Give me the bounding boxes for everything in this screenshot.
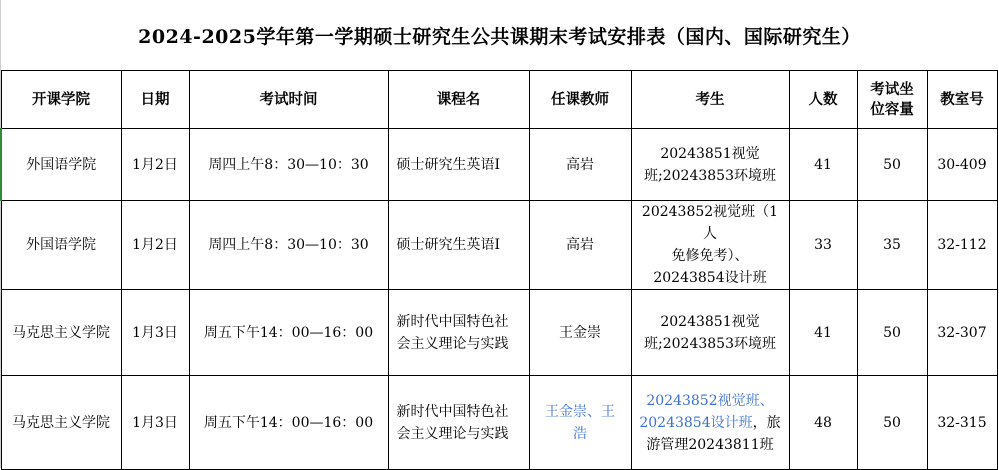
page-title: 2024-2025学年第一学期硕士研究生公共课期末考试安排表（国内、国际研究生） (138, 25, 861, 48)
header-course: 课程名 (388, 71, 529, 129)
students-line1: 20243851视觉 (660, 145, 760, 162)
students-line3: 20243854设计班 (653, 270, 767, 286)
header-count: 人数 (789, 71, 857, 129)
header-capacity-line2: 位容量 (870, 100, 914, 118)
header-capacity-line1: 考试坐 (870, 80, 914, 98)
students-line1: 20243852视觉班（1人 (641, 204, 779, 242)
header-students: 考生 (631, 71, 789, 129)
table-header-row (1, 71, 997, 129)
cell-course: 硕士研究生英语Ⅰ (388, 129, 529, 201)
cell-count: 33 (789, 201, 857, 290)
header-teacher: 任课教师 (529, 71, 631, 129)
table-row (1, 376, 997, 470)
exam-schedule-table (0, 70, 998, 470)
students-line1: 20243852视觉班、 (646, 392, 774, 409)
cell-college: 外国语学院 (1, 129, 121, 201)
header-capacity (857, 71, 927, 129)
header-time: 考试时间 (189, 71, 388, 129)
cell-college: 马克思主义学院 (1, 376, 121, 470)
cell-date: 1月2日 (121, 129, 189, 201)
cell-room: 30-409 (927, 129, 997, 201)
cell-students (631, 290, 789, 376)
cell-capacity: 35 (857, 201, 927, 290)
cell-students (631, 376, 789, 470)
cell-room: 32-315 (927, 376, 997, 470)
header-date: 日期 (121, 71, 189, 129)
cell-count: 41 (789, 129, 857, 201)
cell-capacity: 50 (857, 376, 927, 470)
teacher-line2: 浩 (573, 425, 587, 442)
course-line2: 会主义理论与实践 (396, 425, 509, 442)
table-row (1, 129, 997, 201)
cell-date: 1月3日 (121, 376, 189, 470)
cell-course: 硕士研究生英语Ⅰ (388, 201, 529, 290)
cell-time: 周五下午14：00—16：00 (189, 290, 388, 376)
course-line2: 会主义理论与实践 (396, 335, 509, 352)
students-line3: 游管理20243811班 (646, 436, 774, 453)
cell-course (388, 376, 529, 470)
cell-teacher: 高岩 (529, 201, 631, 290)
students-line2: 班;20243853环境班 (644, 167, 776, 184)
cell-room: 32-112 (927, 201, 997, 290)
students-line2-rest: ，旅 (752, 414, 781, 431)
cell-capacity: 50 (857, 129, 927, 201)
cell-students (631, 201, 789, 290)
cell-capacity: 50 (857, 290, 927, 376)
cell-time: 周四上午8：30—10：30 (189, 201, 388, 290)
cell-teacher (529, 376, 631, 470)
table-row (1, 290, 997, 376)
cell-room: 32-307 (927, 290, 997, 376)
cell-time: 周五下午14：00—16：00 (189, 376, 388, 470)
cell-count: 41 (789, 290, 857, 376)
students-line1: 20243851视觉 (660, 313, 760, 330)
table-row (1, 201, 997, 290)
header-college: 开课学院 (1, 71, 121, 129)
students-line2: 免修免考）、 (671, 248, 749, 264)
cell-college: 马克思主义学院 (1, 290, 121, 376)
cell-students (631, 129, 789, 201)
teacher-line1: 王金崇、王 (545, 403, 615, 420)
cell-college: 外国语学院 (1, 201, 121, 290)
course-line1: 新时代中国特色社 (396, 403, 509, 420)
students-line2-highlight: 20243854设计班 (639, 414, 753, 431)
cell-teacher: 王金崇 (529, 290, 631, 376)
cell-date: 1月3日 (121, 290, 189, 376)
cell-date: 1月2日 (121, 201, 189, 290)
cell-time: 周四上午8：30—10：30 (189, 129, 388, 201)
course-line1: 新时代中国特色社 (396, 313, 509, 330)
students-line2: 班;20243853环境班 (644, 335, 776, 352)
cell-course (388, 290, 529, 376)
header-room: 教室号 (927, 71, 997, 129)
cell-teacher: 高岩 (529, 129, 631, 201)
cell-count: 48 (789, 376, 857, 470)
